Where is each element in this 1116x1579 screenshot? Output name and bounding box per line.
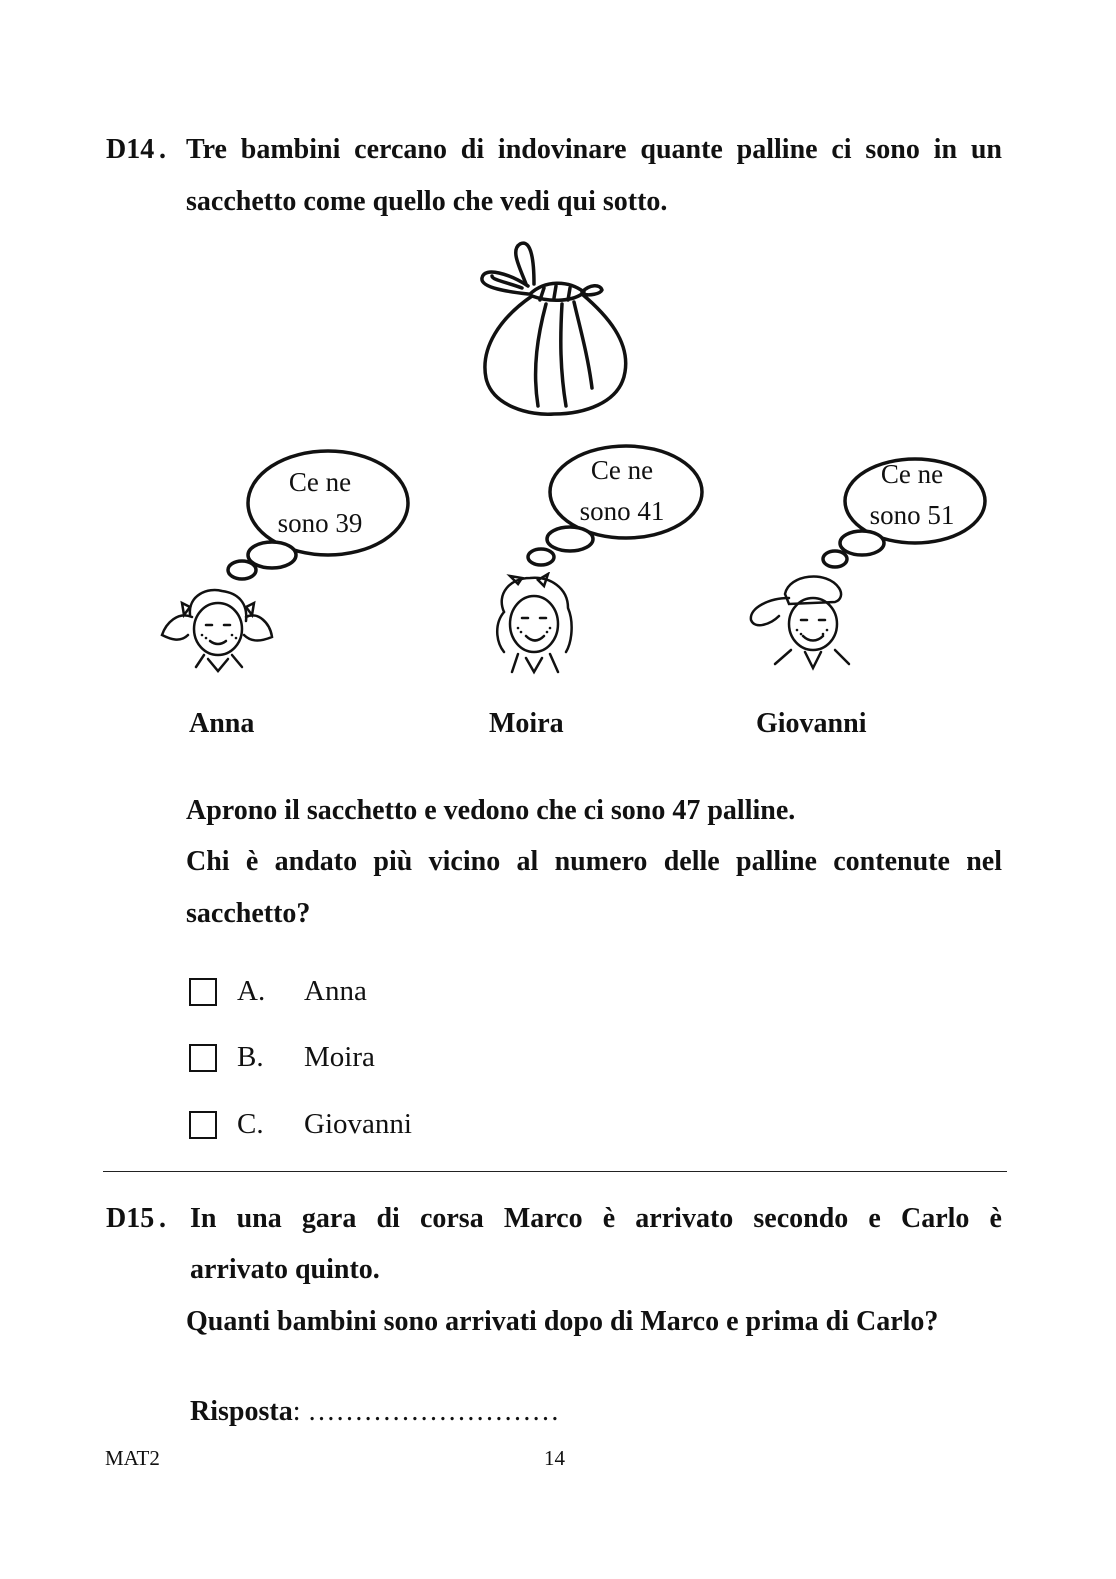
statement-text: Aprono il sacchetto e vedono che ci sono 47 palline.	[186, 795, 796, 826]
d15-text-line-1: In una gara di corsa Marco è arrivato secondo e Carlo è	[190, 1203, 1002, 1234]
option-c-checkbox[interactable]	[189, 1111, 217, 1139]
prompt-line-2: sacchetto?	[186, 898, 311, 929]
option-b-checkbox[interactable]	[189, 1044, 217, 1072]
child-name-giovanni: Giovanni	[756, 708, 867, 739]
bubble-text-moira: Ce ne sono 41	[579, 455, 665, 526]
bubble-text-giovanni: Ce ne sono 51	[869, 459, 955, 530]
question-text-line-2: sacchetto come quello che vedi qui sotto.	[186, 186, 668, 217]
question-number-dot: .	[159, 134, 166, 165]
answer-blank[interactable]: ………………………	[307, 1396, 560, 1427]
girl-pigtails-icon	[158, 585, 276, 677]
drawstring-bag-icon	[470, 238, 635, 420]
question-number-d14: D14	[106, 134, 155, 165]
child-name-anna: Anna	[189, 708, 255, 739]
boy-cap-icon	[745, 568, 857, 672]
option-b-letter: B.	[237, 1041, 264, 1073]
question-text-line-1: Tre bambini cercano di indovinare quante palline ci sono in un	[186, 134, 1002, 165]
option-b-text: Moira	[304, 1041, 375, 1073]
answer-line[interactable]	[190, 1396, 559, 1428]
option-a-checkbox[interactable]	[189, 978, 217, 1006]
option-c-letter: C.	[237, 1108, 264, 1140]
d15-text-line-2: arrivato quinto.	[190, 1254, 380, 1285]
footer-code: MAT2	[105, 1446, 160, 1470]
d15-prompt: Quanti bambini sono arrivati dopo di Marco e prima di Carlo?	[186, 1306, 939, 1337]
girl-curly-hair-icon	[488, 572, 580, 684]
prompt-line-1: Chi è andato più vicino al numero delle palline contenute nel	[186, 846, 1002, 877]
child-name-moira: Moira	[489, 708, 564, 739]
option-a-letter: A.	[237, 975, 266, 1007]
question-number-d15: D15	[106, 1203, 155, 1234]
bubble-text-anna: Ce ne sono 39	[277, 467, 363, 538]
option-c-text: Giovanni	[304, 1108, 412, 1140]
page-number: 14	[544, 1446, 565, 1470]
answer-label: Risposta	[190, 1396, 293, 1427]
option-a-text: Anna	[304, 975, 367, 1007]
section-divider	[103, 1171, 1007, 1172]
question-number-dot: .	[159, 1203, 166, 1234]
answer-colon: :	[292, 1396, 301, 1427]
